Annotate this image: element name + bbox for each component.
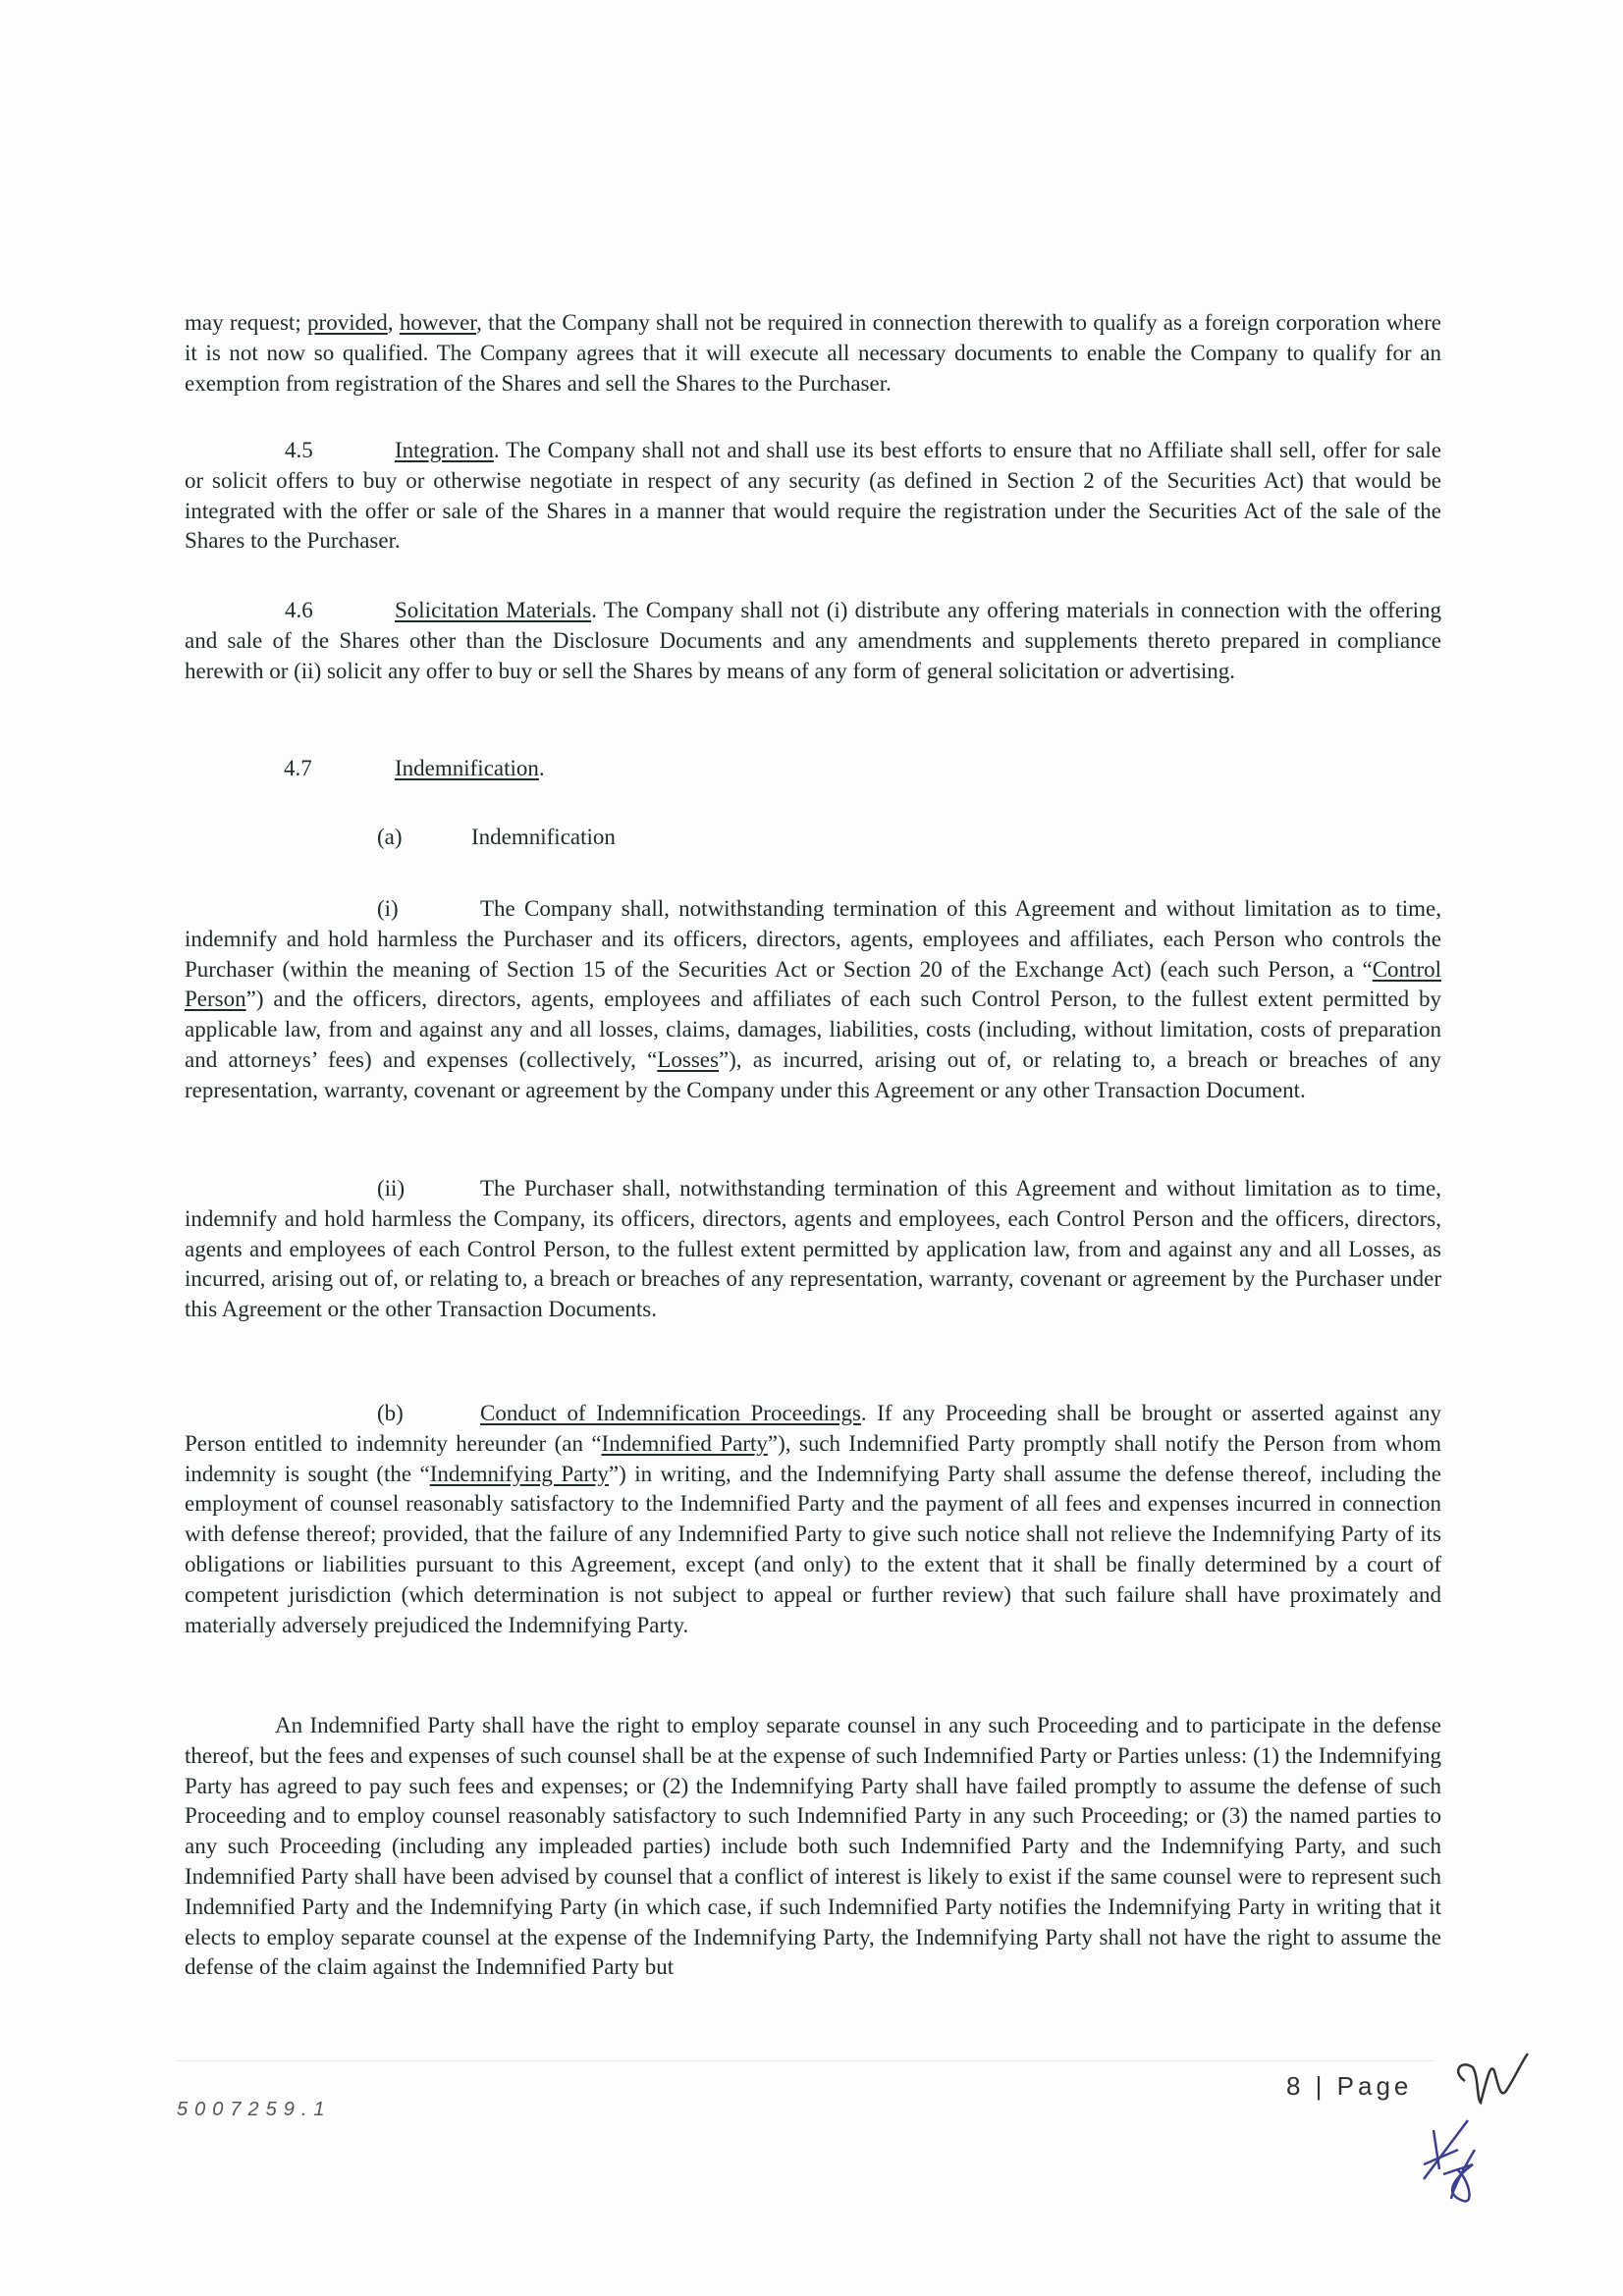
- text: ”) and the officers, directors, agents, employees and affiliates of each such Control Person, to the fullest extent permitted by applicable law, from and against any and all losses, claims, damages, liabilities, costs (including, without limitation, costs of preparation and attorneys’ fees) and expenses (collectively, “: [185, 987, 1441, 1072]
- text: , that the Company shall not be required in connection therewith to qualify as a foreign corporation where it is not now so qualified. The Company agrees that it will execute all necessary documents to enable the Company to qualify for an exemption from registration of the Shares and sell the Shares to the Purchaser.: [185, 310, 1442, 396]
- text: ”) in writing, and the Indemnifying Party shall assume the defense thereof, including the employment of counsel reasonably satisfactory to the Indemnified Party and the payment of all fees and expenses incurred in connection with defense thereof; provided, that the failure of any Indemnified Party to give such notice shall not relieve the Indemnifying Party of its obligations or liabilities pursuant to this Agreement, except (and only) to the extent that it shall be finally determined by a court of competent jurisdiction (which determination is not subject to appeal or further review) that such failure shall have proximately and materially adversely prejudiced the Indemnifying Party.: [185, 1461, 1442, 1637]
- term-losses: Losses: [657, 1046, 719, 1072]
- text: The Company shall, notwithstanding termination of this Agreement and without limitation as to time, indemnify and hold harmless the Purchaser and its officers, directors, agents, employees and affiliates, each Person who controls the Purchaser (within the meaning of Section 15 of the Securities Act or Section 20 of the Exchange Act) (each such Person, a “: [185, 896, 1441, 982]
- document-id: 5007259.1: [177, 2099, 332, 2120]
- section-text: . The Company shall not and shall use its best efforts to ensure that no Affiliate shall sell, offer for sale or solicit offers to buy or otherwise negotiate in respect of any security (as defined in Section 2 of the Securities Act) that would be integrated with the offer or sale of the Shares in a manner that would require the registration under the Securities Act of the sale of the Shares to the Purchaser.: [185, 438, 1441, 554]
- subsection-number: (b): [377, 1401, 404, 1425]
- text: may request;: [185, 310, 308, 335]
- subsection-number: (a): [377, 825, 403, 849]
- clause-number: (i): [377, 896, 399, 921]
- section-number: 4.7: [284, 756, 312, 780]
- section-4-6: [185, 596, 1441, 686]
- section-heading: Integration: [395, 438, 494, 462]
- section-heading: Indemnification: [395, 756, 539, 780]
- section-number: 4.6: [285, 598, 313, 622]
- section-4-5: [185, 436, 1441, 557]
- paragraph-separate-counsel: [185, 1711, 1441, 1983]
- term-indemnifying-party: Indemnifying Party: [429, 1461, 609, 1486]
- section-heading: Solicitation Materials: [395, 598, 592, 622]
- subsection-b: [185, 1399, 1441, 1640]
- subsection-a: [185, 823, 1441, 853]
- section-4-7: [185, 754, 1441, 784]
- clause-ii: [185, 1174, 1441, 1325]
- text: The Purchaser shall, notwithstanding termination of this Agreement and without limitation as to time, indemnify and hold harmless the Company, its officers, directors, agents and employees, each Control Person and the officers, directors, agents and employees of each Control Person, to the fullest extent permitted by application law, from and against any and all Losses, as incurred, arising out of, or relating to, a breach or breaches of any representation, warranty, covenant or agreement by the Purchaser under this Agreement or the other Transaction Documents.: [185, 1176, 1441, 1322]
- text: ”), such Indemnified Party promptly shall notify the Person from whom indemnity is sought (the “: [185, 1430, 1441, 1486]
- footer-divider: [177, 2060, 1434, 2061]
- clause-number: (ii): [377, 1176, 406, 1201]
- section-text: . The Company shall not (i) distribute any offering materials in connection with the offering and sale of the Shares other than the Disclosure Documents and any amendments and supplements thereto prepared in compliance herewith or (ii) solicit any offer to buy or sell the Shares by means of any form of general solicitation or advertising.: [185, 598, 1442, 683]
- term-provided: provided: [307, 310, 388, 335]
- subsection-heading: Conduct of Indemnification Proceedings: [480, 1401, 861, 1425]
- initials-signature-2: [1414, 2110, 1512, 2209]
- text: ,: [387, 310, 400, 335]
- text: ”), as incurred, arising out of, or relating to, a breach or breaches of any representation, warranty, covenant or agreement by the Company under this Agreement or any other Transaction Document.: [185, 1046, 1441, 1102]
- term-however: however: [399, 310, 477, 335]
- section-number: 4.5: [285, 438, 313, 462]
- section-text: .: [538, 756, 545, 780]
- term-control-person: Control Person: [185, 956, 1441, 1012]
- page-number: 8 | Page: [1286, 2071, 1413, 2101]
- paragraph-intro: [185, 308, 1441, 399]
- text: An Indemnified Party shall have the right to employ separate counsel in any such Proceeding and to participate in the defense thereof, but the fees and expenses of such counsel shall be at the expense of such Indemnified Party or Parties unless: (1) the Indemnifying Party has agreed to pay such fees and expenses; or (2) the Indemnifying Party shall have failed promptly to assume the defense of such Proceeding and to employ counsel reasonably satisfactory to such Indemnified Party in any such Proceeding; or (3) the named parties to any such Proceeding (including any impleaded parties) include both such Indemnified Party and the Indemnifying Party, and such Indemnified Party shall have been advised by counsel that a conflict of interest is likely to exist if the same counsel were to represent such Indemnified Party and the Indemnifying Party (in which case, if such Indemnified Party notifies the Indemnifying Party in writing that it elects to employ separate counsel at the expense of the Indemnifying Party, the Indemnifying Party shall not have the right to assume the defense of the claim against the Indemnified Party but: [185, 1713, 1441, 1980]
- clause-i: [185, 894, 1441, 1106]
- initials-signature-1: [1443, 2042, 1551, 2110]
- term-indemnified-party: Indemnified Party: [601, 1430, 768, 1456]
- text: . If any Proceeding shall be brought or asserted against any Person entitled to indemnity hereunder (an “: [185, 1401, 1441, 1456]
- subsection-heading: Indemnification: [471, 825, 616, 849]
